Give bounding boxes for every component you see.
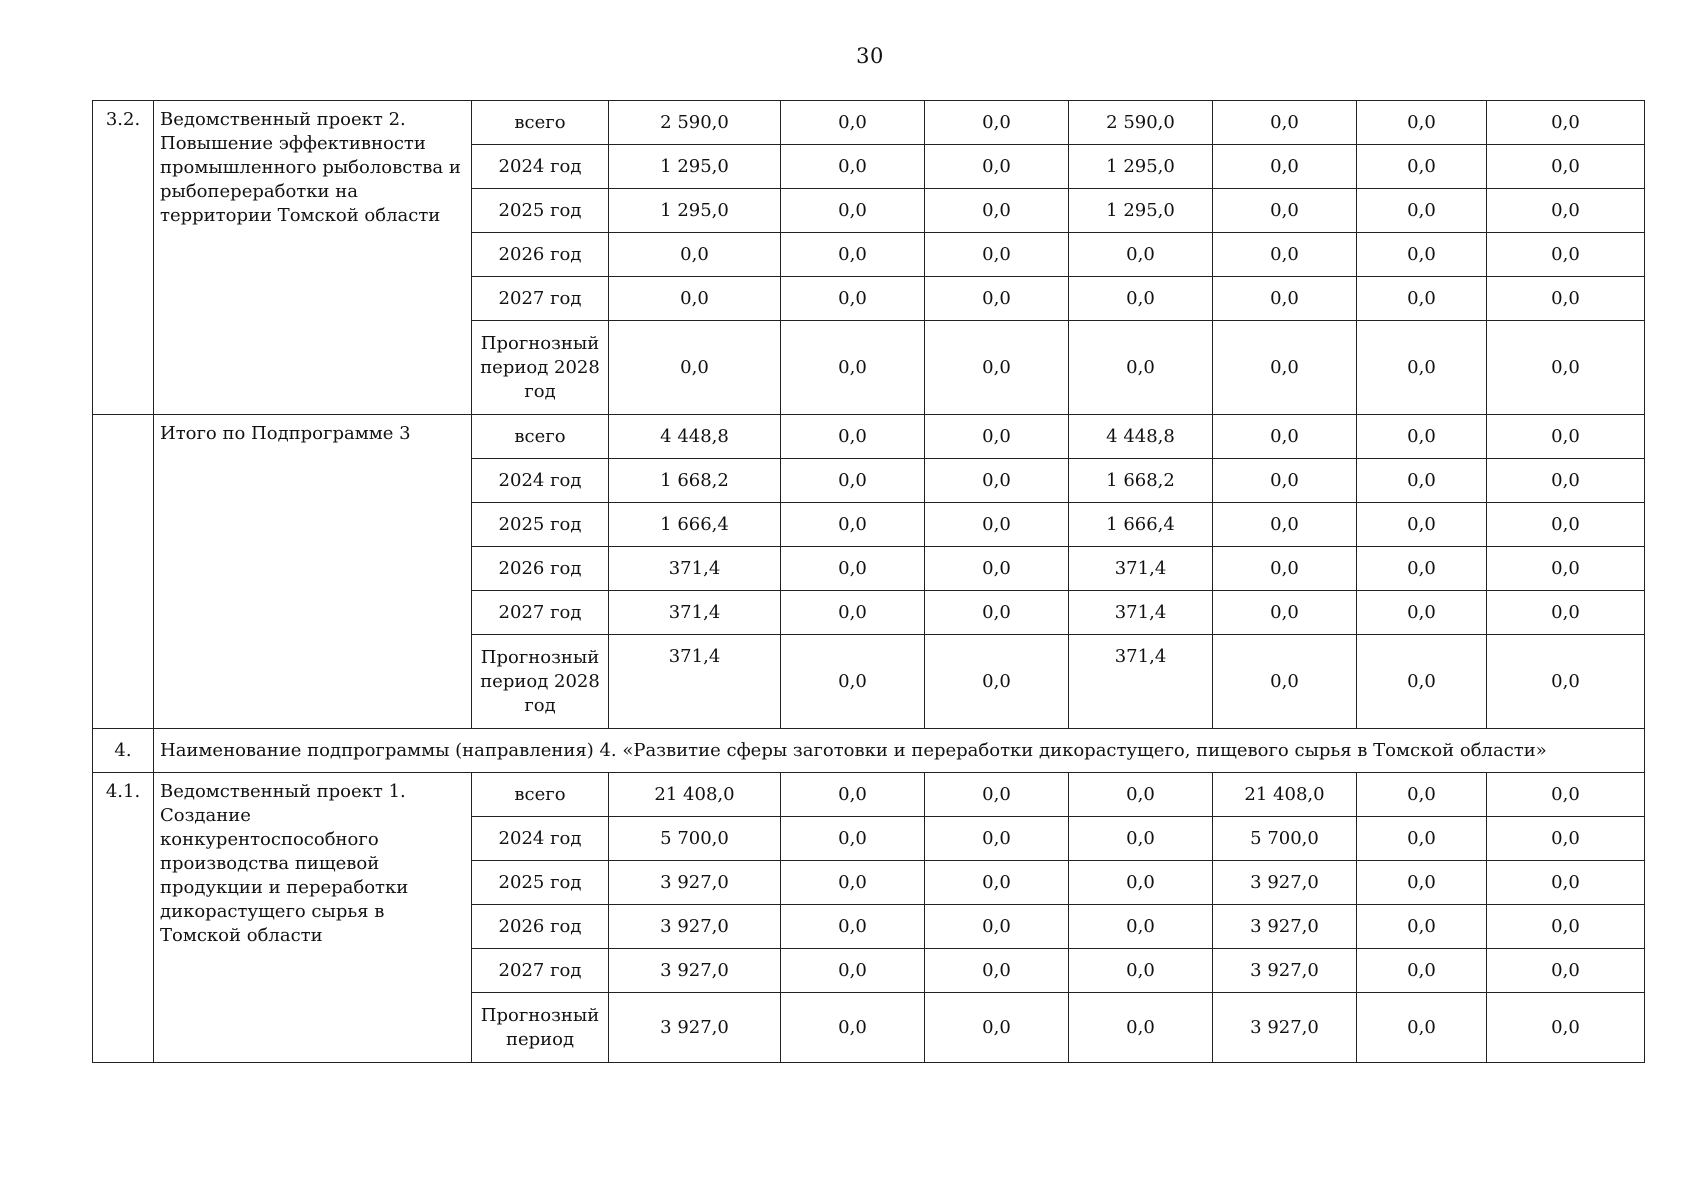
value-cell: 0,0: [1213, 503, 1357, 547]
value-cell: 0,0: [925, 101, 1069, 145]
period-cell: всего: [472, 101, 609, 145]
value-cell: 0,0: [781, 189, 925, 233]
value-cell: 0,0: [1357, 861, 1487, 905]
value-cell: 1 295,0: [1069, 145, 1213, 189]
value-cell: 0,0: [1487, 101, 1645, 145]
period-cell: 2024 год: [472, 145, 609, 189]
value-cell: 0,0: [925, 591, 1069, 635]
value-cell: 0,0: [781, 415, 925, 459]
value-cell: 0,0: [609, 321, 781, 415]
value-cell: 0,0: [781, 773, 925, 817]
period-cell: 2026 год: [472, 233, 609, 277]
budget-table: [92, 100, 1645, 1063]
value-cell: 0,0: [1357, 905, 1487, 949]
value-cell: 0,0: [1487, 635, 1645, 729]
value-cell: 0,0: [925, 145, 1069, 189]
value-cell: 0,0: [925, 993, 1069, 1063]
value-cell: 0,0: [1213, 233, 1357, 277]
value-cell: 0,0: [1487, 949, 1645, 993]
period-cell: всего: [472, 415, 609, 459]
value-cell: 0,0: [1487, 189, 1645, 233]
section-title: Наименование подпрограммы (направления) 4. «Развитие сферы заготовки и переработки дикорастущего, пищевого сырья в Томской области»: [154, 729, 1645, 773]
value-cell: 0,0: [1357, 233, 1487, 277]
value-cell: 0,0: [1069, 861, 1213, 905]
value-cell: 0,0: [1487, 321, 1645, 415]
value-cell: 0,0: [1487, 905, 1645, 949]
value-cell: 0,0: [609, 277, 781, 321]
period-cell: 2027 год: [472, 277, 609, 321]
table-row: [93, 101, 1645, 145]
value-cell: 0,0: [1213, 189, 1357, 233]
value-cell: 1 295,0: [1069, 189, 1213, 233]
value-cell: 0,0: [1487, 277, 1645, 321]
value-cell: 0,0: [1069, 233, 1213, 277]
project-name: Ведомственный проект 2. Повышение эффективности промышленного рыболовства и рыбопереработки на территории Томской области: [154, 101, 472, 415]
value-cell: 0,0: [1357, 415, 1487, 459]
value-cell: 0,0: [1069, 321, 1213, 415]
value-cell: 371,4: [609, 547, 781, 591]
value-cell: 0,0: [925, 949, 1069, 993]
value-cell: 0,0: [925, 773, 1069, 817]
value-cell: 21 408,0: [609, 773, 781, 817]
value-cell: 1 295,0: [609, 145, 781, 189]
value-cell: 0,0: [781, 817, 925, 861]
value-cell: 0,0: [1213, 321, 1357, 415]
value-cell: 0,0: [1487, 415, 1645, 459]
row-number: [93, 415, 154, 729]
project-name: Итого по Подпрограмме 3: [154, 415, 472, 729]
value-cell: 0,0: [1357, 817, 1487, 861]
value-cell: 371,4: [1069, 635, 1213, 729]
value-cell: 0,0: [781, 949, 925, 993]
value-cell: 3 927,0: [609, 949, 781, 993]
period-cell: 2025 год: [472, 503, 609, 547]
table-row: [93, 773, 1645, 817]
value-cell: 3 927,0: [1213, 861, 1357, 905]
value-cell: 3 927,0: [609, 993, 781, 1063]
value-cell: 0,0: [1487, 817, 1645, 861]
value-cell: 0,0: [781, 277, 925, 321]
period-cell: 2026 год: [472, 547, 609, 591]
period-cell: Прогнозный период: [472, 993, 609, 1063]
value-cell: 0,0: [1357, 993, 1487, 1063]
period-cell: 2024 год: [472, 817, 609, 861]
value-cell: 0,0: [781, 861, 925, 905]
value-cell: 0,0: [1487, 993, 1645, 1063]
value-cell: 0,0: [1357, 189, 1487, 233]
value-cell: 0,0: [1213, 635, 1357, 729]
value-cell: 0,0: [1213, 547, 1357, 591]
table-row: [93, 415, 1645, 459]
value-cell: 371,4: [1069, 591, 1213, 635]
value-cell: 0,0: [925, 233, 1069, 277]
value-cell: 0,0: [925, 415, 1069, 459]
value-cell: 0,0: [609, 233, 781, 277]
value-cell: 0,0: [925, 817, 1069, 861]
value-cell: 1 666,4: [609, 503, 781, 547]
value-cell: 0,0: [1487, 547, 1645, 591]
value-cell: 4 448,8: [609, 415, 781, 459]
period-cell: Прогнозный период 2028 год: [472, 635, 609, 729]
period-cell: Прогнозный период 2028 год: [472, 321, 609, 415]
value-cell: 0,0: [1357, 321, 1487, 415]
period-cell: всего: [472, 773, 609, 817]
value-cell: 0,0: [781, 459, 925, 503]
value-cell: 0,0: [781, 547, 925, 591]
value-cell: 0,0: [1069, 993, 1213, 1063]
period-cell: 2025 год: [472, 861, 609, 905]
value-cell: 21 408,0: [1213, 773, 1357, 817]
value-cell: 0,0: [925, 861, 1069, 905]
value-cell: 0,0: [1213, 101, 1357, 145]
value-cell: 0,0: [781, 503, 925, 547]
period-cell: 2026 год: [472, 905, 609, 949]
value-cell: 0,0: [781, 101, 925, 145]
section-row: [93, 729, 1645, 773]
value-cell: 3 927,0: [609, 861, 781, 905]
period-cell: 2025 год: [472, 189, 609, 233]
value-cell: 0,0: [1487, 591, 1645, 635]
value-cell: 2 590,0: [609, 101, 781, 145]
value-cell: 0,0: [781, 993, 925, 1063]
value-cell: 3 927,0: [1213, 905, 1357, 949]
row-number: 4.: [93, 729, 154, 773]
value-cell: 0,0: [781, 591, 925, 635]
value-cell: 0,0: [781, 905, 925, 949]
value-cell: 3 927,0: [1213, 993, 1357, 1063]
value-cell: 0,0: [1487, 145, 1645, 189]
value-cell: 1 668,2: [1069, 459, 1213, 503]
project-name: Ведомственный проект 1. Создание конкурентоспособного производства пищевой продукции и переработки дикорастущего сырья в Томской области: [154, 773, 472, 1063]
value-cell: 0,0: [1357, 277, 1487, 321]
value-cell: 1 295,0: [609, 189, 781, 233]
value-cell: 0,0: [1487, 773, 1645, 817]
value-cell: 371,4: [1069, 547, 1213, 591]
row-number: 3.2.: [93, 101, 154, 415]
value-cell: 0,0: [1069, 817, 1213, 861]
value-cell: 3 927,0: [609, 905, 781, 949]
value-cell: 5 700,0: [1213, 817, 1357, 861]
row-number: 4.1.: [93, 773, 154, 1063]
value-cell: 0,0: [1357, 547, 1487, 591]
value-cell: 0,0: [1213, 145, 1357, 189]
value-cell: 0,0: [1357, 635, 1487, 729]
value-cell: 0,0: [1069, 277, 1213, 321]
value-cell: 0,0: [925, 503, 1069, 547]
value-cell: 0,0: [925, 905, 1069, 949]
value-cell: 0,0: [1213, 415, 1357, 459]
value-cell: 0,0: [1069, 773, 1213, 817]
value-cell: 1 668,2: [609, 459, 781, 503]
value-cell: 371,4: [609, 635, 781, 729]
value-cell: 5 700,0: [609, 817, 781, 861]
value-cell: 0,0: [925, 189, 1069, 233]
value-cell: 0,0: [1213, 277, 1357, 321]
value-cell: 3 927,0: [1213, 949, 1357, 993]
value-cell: 371,4: [609, 591, 781, 635]
value-cell: 1 666,4: [1069, 503, 1213, 547]
page-number: 30: [856, 44, 884, 68]
value-cell: 0,0: [781, 635, 925, 729]
value-cell: 0,0: [1069, 905, 1213, 949]
value-cell: 0,0: [781, 145, 925, 189]
period-cell: 2024 год: [472, 459, 609, 503]
budget-table-body: [93, 101, 1645, 1063]
value-cell: 0,0: [1357, 145, 1487, 189]
period-cell: 2027 год: [472, 949, 609, 993]
value-cell: 0,0: [1487, 861, 1645, 905]
value-cell: 0,0: [1213, 459, 1357, 503]
value-cell: 0,0: [925, 635, 1069, 729]
value-cell: 0,0: [1357, 773, 1487, 817]
value-cell: 0,0: [925, 459, 1069, 503]
value-cell: 0,0: [1213, 591, 1357, 635]
value-cell: 0,0: [1069, 949, 1213, 993]
value-cell: 0,0: [781, 321, 925, 415]
value-cell: 0,0: [1487, 233, 1645, 277]
value-cell: 2 590,0: [1069, 101, 1213, 145]
value-cell: 0,0: [925, 321, 1069, 415]
value-cell: 0,0: [925, 547, 1069, 591]
value-cell: 0,0: [781, 233, 925, 277]
value-cell: 0,0: [1357, 949, 1487, 993]
value-cell: 0,0: [1357, 459, 1487, 503]
value-cell: 0,0: [1487, 459, 1645, 503]
value-cell: 0,0: [1357, 591, 1487, 635]
value-cell: 0,0: [925, 277, 1069, 321]
value-cell: 4 448,8: [1069, 415, 1213, 459]
period-cell: 2027 год: [472, 591, 609, 635]
value-cell: 0,0: [1357, 503, 1487, 547]
value-cell: 0,0: [1357, 101, 1487, 145]
value-cell: 0,0: [1487, 503, 1645, 547]
